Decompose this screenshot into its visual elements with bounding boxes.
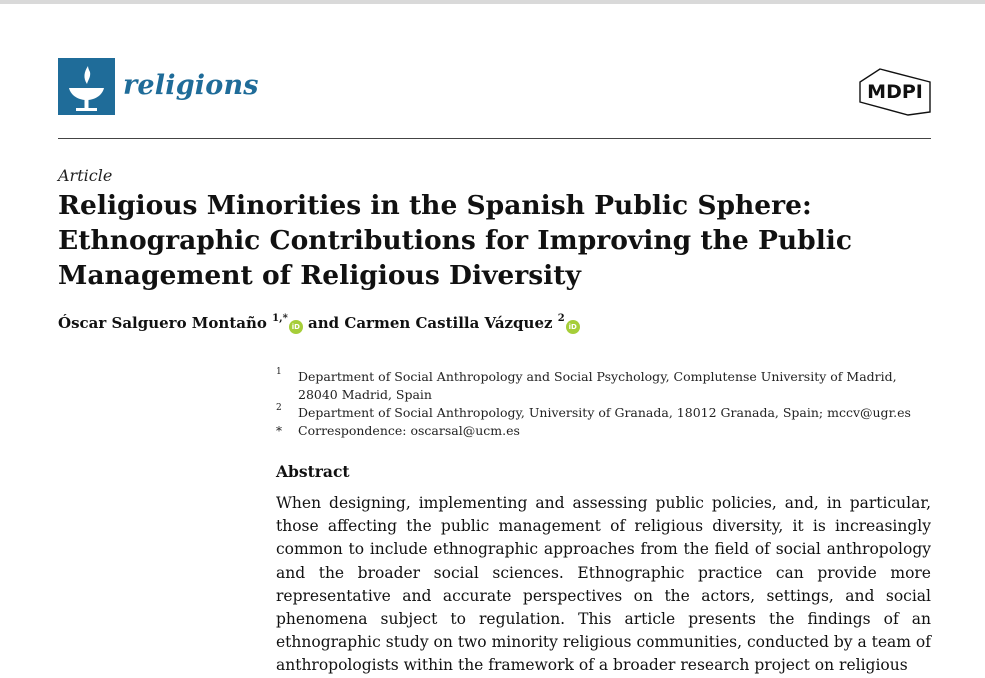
orcid-icon[interactable]: iD (289, 320, 303, 334)
affiliation-mark: 2 (276, 403, 282, 413)
abstract-heading: Abstract (276, 462, 350, 481)
affiliation-text: Department of Social Anthropology and Social Psychology, Complutense University of Madrid, 28040 Madrid, Spain (298, 369, 897, 402)
journal-name: religions (123, 70, 259, 101)
journal-logo[interactable] (58, 58, 259, 115)
chalice-flame-icon (58, 58, 115, 115)
correspondence-text: Correspondence: oscarsal@ucm.es (298, 423, 520, 438)
top-border (0, 0, 985, 4)
abstract-text: When designing, implementing and assessing public policies, and, in particular, those affecting the public management of religious diversity, it is increasingly common to include ethnographic approaches from the field of social anthropology and the broader social sciences. Ethnographic practice can provide more representative and accurate perspectives on the actors, settings, and social phenomena subject to regulation. This article presents the findings of an ethnographic study on two minority religious communities, conducted by a team of anthropologists within the framework of a broader research project on religious (276, 494, 931, 675)
correspondence-item (276, 422, 936, 440)
affiliation-item (276, 404, 936, 422)
affiliations (276, 368, 936, 440)
publisher-logo[interactable] (858, 68, 932, 116)
header-divider (58, 138, 931, 139)
affiliation-mark: 1 (276, 367, 282, 377)
author-affiliation-mark: 1,* (272, 313, 288, 324)
author-joiner: and (308, 314, 340, 332)
correspondence-mark: * (276, 424, 282, 438)
article-title: Religious Minorities in the Spanish Public Sphere: Ethnographic Contributions for Improving the Public Management of Religious Diversity (58, 190, 852, 291)
affiliation-text: Department of Social Anthropology, University of Granada, 18012 Granada, Spain; mccv@ugr.es (298, 405, 911, 420)
publisher-name: MDPI (867, 81, 923, 103)
affiliation-item (276, 368, 936, 404)
author-name[interactable]: Óscar Salguero Montaño (58, 314, 267, 332)
author-list (58, 314, 580, 334)
orcid-icon[interactable]: iD (566, 320, 580, 334)
author-name[interactable]: Carmen Castilla Vázquez (344, 314, 553, 332)
article-type: Article (58, 166, 113, 185)
author-affiliation-mark: 2 (557, 313, 565, 324)
